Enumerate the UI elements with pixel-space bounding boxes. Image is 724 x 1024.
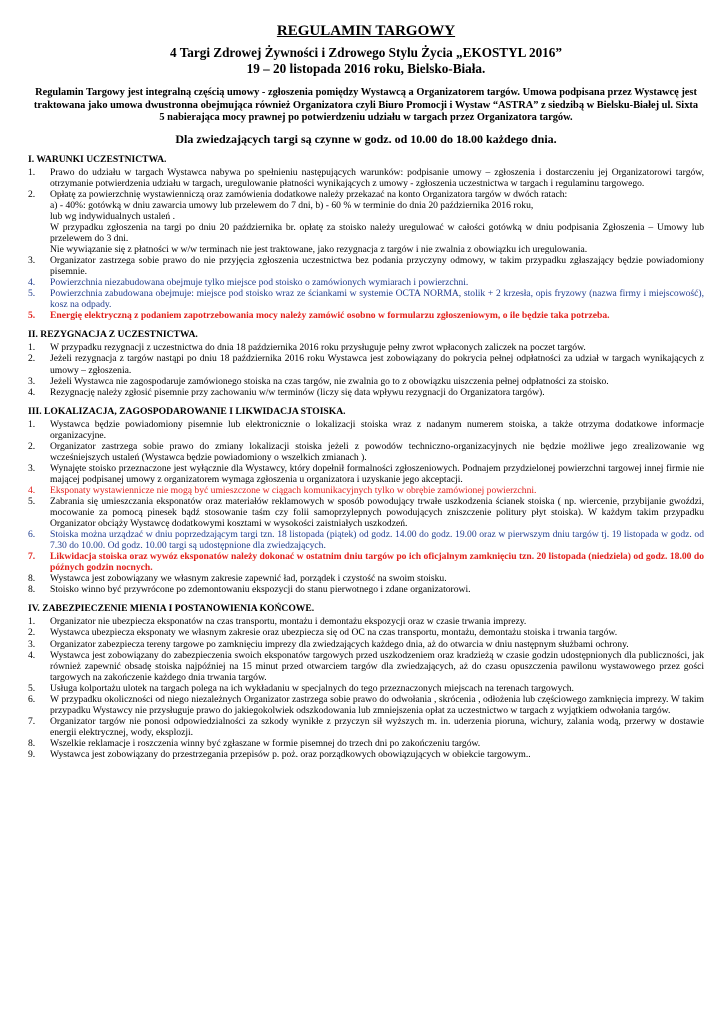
item-text: W przypadku okoliczności od niego niezależnych Organizator zastrzega sobie prawo do odwołania , skrócenia , odłożenia lub częściowego zamknięcia imprezy. W takim przypadku Wystawcy nie przysługuje prawo do jakiegokolwiek odszkodowania lub zmniejszenia opłat za uczestnictwo w targach z wyjątkiem odwołania targów. <box>50 693 704 716</box>
item-text: Jeżeli rezygnacja z targów nastąpi po dniu 18 października 2016 roku Wystawca jest zobowiązany do pokrycia pełnej odpłatności za udział w targach wynikających z umowy – zgłoszenia. <box>50 353 704 376</box>
list-item <box>28 463 704 485</box>
list-item <box>28 255 704 277</box>
list-item <box>28 749 704 760</box>
item-number: 3. <box>28 462 36 474</box>
item-number: 1. <box>28 342 36 354</box>
item-text: Usługa kolportażu ulotek na targach polega na ich wykładaniu w specjalnych do tego przeznaczonych miejscach na terenach targowych. <box>50 682 574 694</box>
section-list <box>28 419 704 596</box>
item-text: Wystawca jest zobowiązany do przestrzegania przepisów p. poż. oraz porządkowych obowiązujących w obiekcie targowym.. <box>50 748 531 760</box>
item-number: 5. <box>28 310 36 322</box>
item-text: Wystawca jest zobowiązany we własnym zakresie zapewnić ład, porządek i czystość na swoim stoisku. <box>50 573 447 585</box>
list-item <box>28 627 704 638</box>
item-text: Powierzchnia niezabudowana obejmuje tylko miejsce pod stoisko o zamówionych wymiarach i powierzchni. <box>50 277 469 289</box>
item-text: Organizator targów nie ponosi odpowiedzialności za szkody wynikłe z przyczyn sił wyższych m. in. uderzenia pioruna, wichury, zalania wodą, przerwy w dostawie energii elektrycznej, wody, eksplozji. <box>50 715 704 738</box>
list-item <box>28 584 704 595</box>
list-item <box>28 616 704 627</box>
item-text: Powierzchnia zabudowana obejmuje: miejsce pod stoisko wraz ze ściankami w systemie OCTA NORMA, stolik + 2 krzesła, opis fryzowy (nazwa firmy i miejscowość), kosz na odpady. <box>50 288 704 311</box>
event-name: 4 Targi Zdrowej Żywności i Zdrowego Stylu Życia „EKOSTYL 2016” <box>170 45 562 60</box>
page-title: REGULAMIN TARGOWY <box>276 23 456 39</box>
section-2 <box>28 329 704 397</box>
section-list <box>28 167 704 322</box>
item-text: Stoisko winno być przywrócone po zdemontowaniu ekspozycji do stanu pierwotnego i zdane organizatorowi. <box>50 584 471 596</box>
item-number: 1. <box>28 166 36 178</box>
section-heading: III. LOKALIZACJA, ZAGOSPODAROWANIE I LIKWIDACJA STOISKA. <box>28 405 346 417</box>
item-number: 3. <box>28 255 36 267</box>
item-text: Jeżeli Wystawca nie zagospodaruje zamówionego stoiska na czas targów, nie zwalnia go to z obowiązku uiszczenia pełnej odpłatności za stoisko. <box>50 375 609 387</box>
item-number: 2. <box>28 353 36 365</box>
item-text: Likwidacja stoiska oraz wywóz eksponatów należy dokonać w ostatnim dniu targów po ich oficjalnym zamknięciu tzn. 20 listopada (niedziela) od godz. 18.00 do późnych godzin nocnych. <box>50 551 704 574</box>
section-3 <box>28 406 704 596</box>
item-number: 2. <box>28 188 36 200</box>
list-item <box>28 683 704 694</box>
list-item <box>28 496 704 529</box>
item-text: Organizator nie ubezpiecza eksponatów na czas transportu, montażu i demontażu ekspozycji oraz w czasie trwania imprezy. <box>50 616 527 628</box>
item-subline: Nie wywiązanie się z płatności w w/w terminach nie jest traktowane, jako rezygnacja z targów i nie zwalnia z obowiązku ich uregulowania. <box>50 244 588 256</box>
item-number: 4. <box>28 649 36 661</box>
item-subline: lub wg indywidualnych ustaleń . <box>50 210 175 222</box>
item-number: 6. <box>28 693 36 705</box>
item-number: 8. <box>28 584 36 596</box>
section-1 <box>28 154 704 322</box>
list-item <box>28 529 704 551</box>
item-text: Wynajęte stoisko przeznaczone jest wyłącznie dla Wystawcy, który dopełnił formalności zgłoszeniowych. Podnajem przydzielonej powierzchni targowej innej firmie nie mającej podpisanej umowy z organizatorem wymaga zgłoszenia u organizatora i uzyskanie jego akceptacji. <box>50 462 704 485</box>
item-number: 9. <box>28 748 36 760</box>
item-number: 4. <box>28 484 36 496</box>
list-item <box>28 353 704 375</box>
item-number: 4. <box>28 386 36 398</box>
item-number: 5. <box>28 496 36 507</box>
item-number: 3. <box>28 638 36 650</box>
item-text: Eksponaty wystawiennicze nie mogą być umieszczone w ciągach komunikacyjnych tylko w obrębie zamówionej powierzchni. <box>50 484 537 496</box>
item-number: 6. <box>28 529 36 541</box>
section-heading: II. REZYGNACJA Z UCZESTNICTWA. <box>28 329 198 341</box>
item-number: 5. <box>28 682 36 694</box>
item-text: Energię elektryczną z podaniem zapotrzebowania mocy należy zamówić osobno w formularzu zgłoszeniowym, o ile będzie taka potrzeba. <box>50 310 610 322</box>
list-item <box>28 573 704 584</box>
list-item <box>28 419 704 441</box>
item-number: 8. <box>28 737 36 749</box>
list-item <box>28 342 704 353</box>
list-item <box>28 441 704 463</box>
item-text: Organizator zastrzega sobie prawo do zmiany lokalizacji stoiska jeżeli z powodów techniczno-organizacyjnych nie będzie możliwe jego zrealizowanie wg wcześniejszych ustaleń (Wystawca będzie powiadomiony o wszelkich zmianach ). <box>50 440 704 463</box>
item-text: Rezygnację należy zgłosić pisemnie przy zachowaniu w/w terminów (liczy się data wpływu rezygnacji do Organizatora targów). <box>50 386 545 398</box>
item-text: Prawo do udziału w targach Wystawca nabywa po spełnieniu następujących warunków: podpisanie umowy – zgłoszenia i dostarczeniu jej Organizatorowi targów, otrzymanie potwierdzenia udziału w targach, uregulowanie płatności wynikających z umowy - zgłoszenia uczestnictwa w targach i regulaminu targowego. <box>50 166 704 189</box>
item-number: 3. <box>28 375 36 387</box>
item-number: 1. <box>28 616 36 628</box>
list-item <box>28 694 704 716</box>
list-item <box>28 167 704 189</box>
list-item <box>28 716 704 738</box>
section-list <box>28 342 704 397</box>
event-dates: 19 – 20 listopada 2016 roku, Bielsko-Biała. <box>246 61 486 76</box>
item-text: W przypadku rezygnacji z uczestnictwa do dnia 18 października 2016 roku przysługuje pełny zwrot wpłaconych zaliczek na poczet targów. <box>50 342 586 354</box>
item-number: 2. <box>28 440 36 452</box>
section-heading: IV. ZABEZPIECZENIE MIENIA I POSTANOWIENIA KOŃCOWE. <box>28 603 315 615</box>
item-text: Organizator zabezpiecza tereny targowe po zamknięciu imprezy dla zwiedzających każdego dnia, aż do otwarcia w dniu następnym służbami ochrony. <box>50 638 629 650</box>
intro-paragraph: Regulamin Targowy jest integralną częścią umowy - zgłoszenia pomiędzy Wystawcą a Organizatorem targów. Umowa podpisana przez Wystawcę jest traktowana jako umowa dwustronna obejmująca również Organizatora czyli Biuro Promocji i Wystaw “ASTRA” z siedzibą w Bielsku-Białej ul. Sixta 5 nabierająca mocy prawnej po potwierdzeniu udziału w targach przez Organizatora targów. <box>33 87 699 124</box>
item-text: Wystawca ubezpiecza eksponaty we własnym zakresie oraz ubezpiecza się od OC na czas transportu, montażu, demontażu stoiska i trwania targów. <box>50 627 618 639</box>
item-text: Zabrania się umieszczania eksponatów oraz materiałów reklamowych w sposób powodujący trwałe uszkodzenia ścianek stoiska ( np. wiercenie, przybijanie gwoździ, mocowanie za pomocą pinesek bądź stosowanie taśm czy folii samoprzylepnych powodujących zniszczenie politury płyt stoiska). W każdym takim przypadku Organizator obciąży Wystawcę dodatkowymi kosztami w wysokości zaistniałych uszkodzeń. <box>50 496 704 530</box>
section-heading: I. WARUNKI UCZESTNICTWA. <box>28 153 167 165</box>
item-number: 5. <box>28 288 36 300</box>
list-item <box>28 639 704 650</box>
item-text: Opłatę za powierzchnię wystawienniczą oraz zamówienia dodatkowe należy przekazać na konto Organizatora targów w dwóch ratach: <box>50 188 568 200</box>
item-number: 7. <box>28 715 36 727</box>
regulation-sections <box>28 154 704 760</box>
item-text: Wystawca jest zobowiązany do zabezpieczenia swoich eksponatów targowych przed uszkodzeniem oraz kradzieżą w czasie godzin udostępnionych dla publiczności, jak również zapewnić obsadę stoiska najpóźniej na 15 minut przed otwarciem targów dla zwiedzających, aż do czasu opuszczenia pawilonu wystawowego przez gości targowych na zakończenie każdego dnia trwania targów. <box>50 649 704 683</box>
item-number: 2. <box>28 627 36 639</box>
section-4 <box>28 603 704 760</box>
list-item <box>28 387 704 398</box>
list-item <box>28 277 704 288</box>
item-text: Wszelkie reklamacje i roszczenia winny być zgłaszane w formie pisemnej do trzech dni po zakończeniu targów. <box>50 737 481 749</box>
list-item <box>28 376 704 387</box>
item-number: 4. <box>28 277 36 289</box>
list-item <box>28 288 704 310</box>
item-subline: a) - 40%: gotówką w dniu zawarcia umowy lub przelewem do 7 dni, b) - 60 % w terminie do dnia 20 października 2016 roku, <box>50 199 534 211</box>
item-text: Organizator zastrzega sobie prawo do nie przyjęcia zgłoszenia uczestnictwa bez podania przyczyny odmowy, w takim przypadku zgłaszający będzie powiadomiony pisemnie. <box>50 255 704 278</box>
section-list <box>28 616 704 760</box>
list-item <box>28 738 704 749</box>
list-item <box>28 485 704 496</box>
item-subline: W przypadku zgłoszenia na targi po dniu 20 października br. opłatę za stoisko należy uregulować w całości gotówką w dniu podpisania Zgłoszenia – Umowy lub przelewem do 3 dni. <box>50 222 704 245</box>
list-item <box>28 551 704 573</box>
item-text: Stoiska można urządzać w dniu poprzedzającym targi tzn. 18 listopada (piątek) od godz. 14.00 do godz. 19.00 oraz w pierwszym dniu targów tj. 19 listopada w godz. od 7.30 do 10.00. Od godz. 10.00 targi są udostępnione dla zwiedzających. <box>50 529 704 552</box>
list-item <box>28 310 704 321</box>
item-number: 1. <box>28 418 36 430</box>
list-item <box>28 650 704 683</box>
item-number: 7. <box>28 551 36 563</box>
item-text: Wystawca będzie powiadomiony pisemnie lub elektronicznie o lokalizacji stoiska wraz z nadanym numerem stoiska, a także otrzyma dodatkowe informacje organizacyjne. <box>50 418 704 441</box>
opening-hours: Dla zwiedzających targi są czynne w godz. od 10.00 do 18.00 każdego dnia. <box>175 131 557 146</box>
list-item <box>28 189 704 255</box>
item-number: 8. <box>28 573 36 585</box>
